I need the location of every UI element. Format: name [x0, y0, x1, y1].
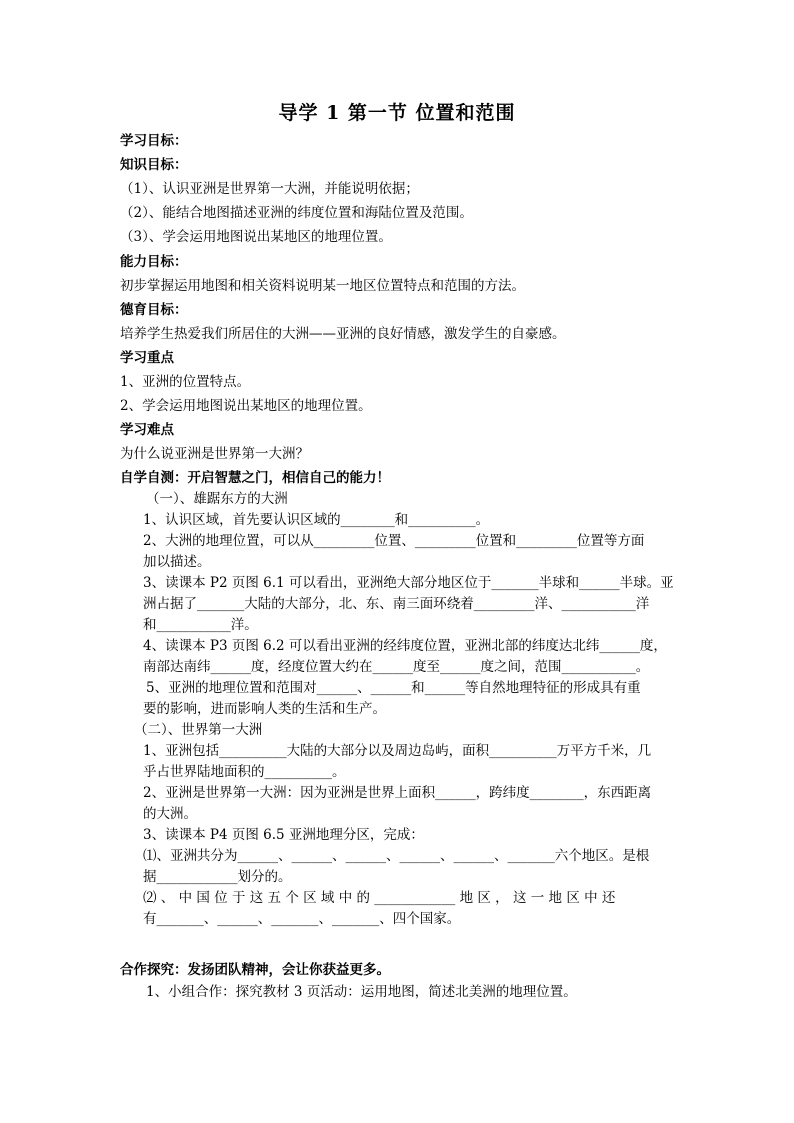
heading-self-study: 自学自测：开启智慧之门，相信自己的能力！ — [120, 470, 390, 486]
heading-learning-objectives: 学习目标： — [120, 133, 188, 149]
section-two-q3-2-line-1: ⑵ 、 中 国 位 于 这 五 个 区 域 中 的 ____________ 地 区 ， 这 一 地 区 中 还 — [143, 890, 616, 906]
section-one-heading: （一）、雄踞东方的大洲 — [146, 491, 288, 507]
question-5-line-1: 5、亚洲的地理位置和范围对______、______和______等自然地理特征的形成具有重 — [146, 680, 641, 696]
section-two-q1-line-2: 乎占世界陆地面积的__________。 — [143, 764, 346, 780]
knowledge-item-1: （1）、认识亚洲是世界第一大洲，并能说明依据； — [120, 181, 419, 197]
question-2-line-2: 加以描述。 — [143, 554, 211, 570]
question-3-line-2: 洲占据了_______大陆的大部分，北、东、南三面环绕着_________洋、___________洋 — [143, 596, 650, 612]
question-3-line-3: 和___________洋。 — [143, 617, 258, 633]
section-two-q2-line-2: 的大洲。 — [143, 806, 197, 822]
section-two-q2-line-1: 2、亚洲是世界第一大洲：因为亚洲是世界上面积______，跨纬度________，东西距离 — [143, 785, 652, 801]
page-title: 导学 1 第一节 位置和范围 — [278, 102, 516, 124]
key-point-2: 2、学会运用地图说出某地区的地理位置。 — [120, 398, 372, 414]
section-two-q3: 3、读课本 P4 页图 6.5 亚洲地理分区，完成： — [143, 827, 424, 843]
section-two-q1-line-1: 1、亚洲包括__________大陆的大部分以及周边岛屿，面积__________万平方千米，几 — [143, 743, 652, 759]
knowledge-item-2: （2）、能结合地图描述亚洲的纬度位置和海陆位置及范围。 — [120, 205, 473, 221]
knowledge-item-3: （3）、学会运用地图说出某地区的地理位置。 — [120, 229, 392, 245]
moral-text: 培养学生热爱我们所居住的大洲——亚洲的良好情感，激发学生的自豪感。 — [120, 326, 566, 342]
question-5-line-2: 要的影响，进而影响人类的生活和生产。 — [143, 701, 386, 717]
question-1: 1、认识区域，首先要认识区域的________和__________。 — [143, 512, 490, 528]
heading-knowledge-objectives: 知识目标： — [120, 157, 188, 173]
question-2-line-1: 2、大洲的地理位置，可以从_________位置、_________位置和_________位置等方面 — [143, 533, 645, 549]
heading-key-points: 学习重点 — [120, 350, 174, 366]
heading-moral-objectives: 德育目标： — [120, 302, 188, 318]
question-4-line-1: 4、读课本 P3 页图 6.2 可以看出亚洲的经纬度位置，亚洲北部的纬度达北纬______度， — [143, 638, 667, 654]
heading-cooperation: 合作探究：发扬团队精神，会让你获益更多。 — [120, 962, 390, 978]
section-two-heading: （二）、世界第一大洲 — [134, 722, 263, 738]
heading-ability-objectives: 能力目标： — [120, 254, 188, 270]
question-4-line-2: 南部达南纬______度，经度位置大约在______度至______度之间，范围___________。 — [143, 659, 650, 675]
section-two-q3-1-line-2: 据____________划分的。 — [143, 869, 292, 885]
key-point-1: 1、亚洲的位置特点。 — [120, 374, 251, 390]
section-two-q3-2-line-2: 有_______、______、_______、_______、四个国家。 — [143, 911, 461, 927]
question-3-line-1: 3、读课本 P2 页图 6.1 可以看出，亚洲绝大部分地区位于_______半球和______半球。亚 — [143, 575, 674, 591]
cooperation-task-1: 1、小组合作：探究教材 3 页活动：运用地图，简述北美洲的地理位置。 — [146, 984, 577, 1000]
heading-difficulty: 学习难点 — [120, 422, 174, 438]
ability-text: 初步掌握运用地图和相关资料说明某一地区位置特点和范围的方法。 — [120, 278, 525, 294]
section-two-q3-1-line-1: ⑴、亚洲共分为______、______、______、______、______、_______六个地区。是根 — [143, 848, 650, 864]
difficulty-text: 为什么说亚洲是世界第一大洲？ — [120, 446, 309, 462]
